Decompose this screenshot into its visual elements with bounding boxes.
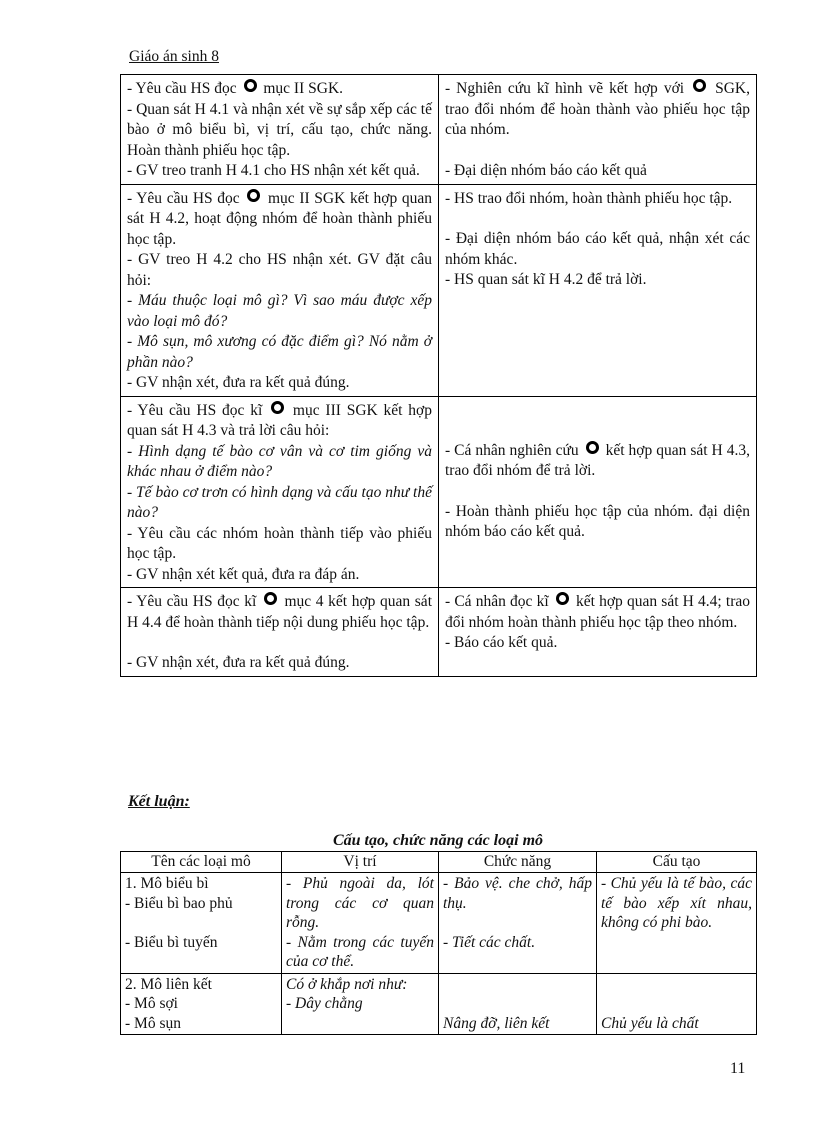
tissue-name-cell [121,973,282,1035]
student-activity-text-text: - Cá nhân đọc kĩ [445,593,553,610]
spacer [127,633,432,653]
teacher-activity-text-text: mục III SGK kết hợp quan sát H 4.3 và trả lời câu hỏi: [127,401,433,439]
student-activity-cell [439,588,757,677]
teacher-activity-cell [121,396,439,588]
header-tissue-name: Tên các loại mô [121,852,282,873]
spacer [445,401,750,441]
student-activity-text: - Báo cáo kết quả. [445,634,558,651]
activity-row [121,396,757,588]
circle-bullet-icon [244,79,257,92]
teacher-activity-text: - GV treo tranh H 4.1 cho HS nhận xét kết quả. [127,162,420,179]
circle-bullet-icon [556,592,569,605]
spacer [601,994,752,1014]
activity-row [121,184,757,396]
student-activity-text [445,592,750,633]
teacher-activity-text-text: - Yêu cầu HS đọc kĩ [127,401,269,419]
function-cell [439,873,597,974]
page-header: Giáo án sinh 8 [129,48,219,65]
student-activity-cell [439,396,757,588]
spacer [443,913,592,933]
teacher-activity-text: - GV nhận xét, đưa ra kết quả đúng. [127,374,350,391]
teacher-activity-text-text: - Yêu cầu HS đọc [127,80,241,97]
teacher-activity-text: - GV nhận xét kết quả, đưa ra đáp án. [127,565,360,583]
position-text: - Phủ ngoài da, lót trong các cơ quan rỗng. [286,875,434,931]
teacher-activity-text [127,189,432,251]
spacer [445,209,750,229]
teacher-activity-text-text: mục II SGK. [259,80,344,97]
tissue-name: 1. Mô biểu bì [125,875,209,892]
spacer [445,482,750,502]
spacer [445,141,750,161]
header-function: Chức năng [439,852,597,873]
summary-title: Cấu tạo, chức năng các loại mô [332,832,544,849]
position-text: Có ở khắp nơi như: [286,975,408,993]
tissue-name: - Mô sụn [125,1014,181,1032]
circle-bullet-icon [693,79,706,92]
student-activity-text-text: SGK, trao đổi nhóm để hoàn thành vào phiếu học tập của nhóm. [445,80,750,138]
student-activity-text-text: - Nghiên cứu kĩ hình vẽ kết hợp với [445,80,691,97]
student-activity-text-text: kết hợp quan sát H 4.3, trao đổi nhóm để trả lời. [445,441,750,479]
teacher-activity-cell [121,184,439,396]
position-text: - Nằm trong các tuyến của cơ thể. [286,933,434,970]
circle-bullet-icon [264,592,277,605]
summary-table [120,851,757,1035]
tissue-name: - Biểu bì bao phủ [125,894,233,912]
student-activity-text: - Đại diện nhóm báo cáo kết quả [445,161,647,179]
circle-bullet-icon [586,441,599,454]
spacer [601,975,752,995]
student-activity-text: - HS quan sát kĩ H 4.2 để trả lời. [445,271,647,288]
header-structure: Cấu tạo [597,852,757,873]
teacher-activity-text-text: - Yêu cầu HS đọc kĩ [127,593,261,610]
structure-text: Chủ yếu là chất [601,1014,699,1032]
summary-row [121,973,757,1035]
summary-header-row [121,852,757,873]
teacher-activity-text-text: mục II SGK kết hợp quan sát H 4.2, hoạt động nhóm để hoàn thành phiếu học tập. [127,189,432,248]
spacer [125,913,277,933]
student-activity-text [445,441,750,482]
circle-bullet-icon [247,189,260,202]
activity-row [121,75,757,185]
student-activity-text [445,79,750,141]
function-text: - Tiết các chất. [443,933,536,951]
function-text: - Bảo vệ. che chở, hấp thụ. [443,875,592,912]
activity-row [121,588,757,677]
spacer [443,994,592,1014]
position-cell [282,873,439,974]
teacher-activity-text [127,401,432,442]
student-activity-cell [439,184,757,396]
teacher-activity-text-text: - Yêu cầu HS đọc [127,189,245,207]
tissue-name: 2. Mô liên kết [125,975,212,993]
teacher-activity-text-text: mục 4 kết hợp quan sát H 4.4 để hoàn thành tiếp nội dung phiếu học tập. [127,593,432,631]
teacher-activity-cell [121,75,439,185]
teacher-activity-text: - GV treo H 4.2 cho HS nhận xét. GV đặt câu hỏi: [127,251,432,289]
spacer [443,975,592,995]
teacher-activity-text: - Mô sụn, mô xương có đặc điểm gì? Nó nằm ở phần nào? [127,333,432,371]
activity-table [120,74,757,677]
teacher-activity-text: - Tế bào cơ trơn có hình dạng và cấu tạo như thế nào? [127,483,432,521]
teacher-activity-cell [121,588,439,677]
tissue-name: - Biểu bì tuyến [125,933,218,951]
tissue-name: - Mô sợi [125,995,178,1012]
structure-cell [597,873,757,974]
teacher-activity-text: - Yêu cầu các nhóm hoàn thành tiếp vào phiếu học tập. [127,524,432,562]
teacher-activity-text: - Quan sát H 4.1 và nhận xét về sự sắp xếp các tế bào ở mô biểu bì, vị trí, cấu tạo, chức năng. Hoàn thành phiếu học tập. [127,100,432,159]
page-number: 11 [730,1060,746,1077]
student-activity-text-text: kết hợp quan sát H 4.4; trao đổi nhóm hoàn thành phiếu học tập theo nhóm. [445,593,751,631]
teacher-activity-text [127,592,432,633]
function-text: Nâng đỡ, liên kết [443,1014,550,1032]
teacher-activity-text: - Hình dạng tế bào cơ vân và cơ tim giống và khác nhau ở điểm nào? [127,442,432,480]
student-activity-text: - HS trao đổi nhóm, hoàn thành phiếu học tập. [445,189,733,207]
conclusion-heading: Kết luận: [128,793,190,810]
summary-row [121,873,757,974]
header-position: Vị trí [282,852,439,873]
teacher-activity-text: - Máu thuộc loại mô gì? Vì sao máu được xếp vào loại mô đó? [127,292,432,330]
structure-cell [597,973,757,1035]
student-activity-text: - Đại diện nhóm báo cáo kết quả, nhận xét các nhóm khác. [445,230,750,268]
structure-text: - Chủ yếu là tế bào, các tế bào xếp xít nhau, không có phi bào. [601,875,752,931]
function-cell [439,973,597,1035]
teacher-activity-text: - GV nhận xét, đưa ra kết quả đúng. [127,654,350,671]
student-activity-text: - Hoàn thành phiếu học tập của nhóm. đại diện nhóm báo cáo kết quả. [445,502,750,540]
teacher-activity-text [127,79,432,100]
student-activity-text-text: - Cá nhân nghiên cứu [445,441,583,459]
tissue-name-cell [121,873,282,974]
position-text: - Dây chằng [286,995,363,1012]
student-activity-cell [439,75,757,185]
circle-bullet-icon [271,401,284,414]
position-cell [282,973,439,1035]
